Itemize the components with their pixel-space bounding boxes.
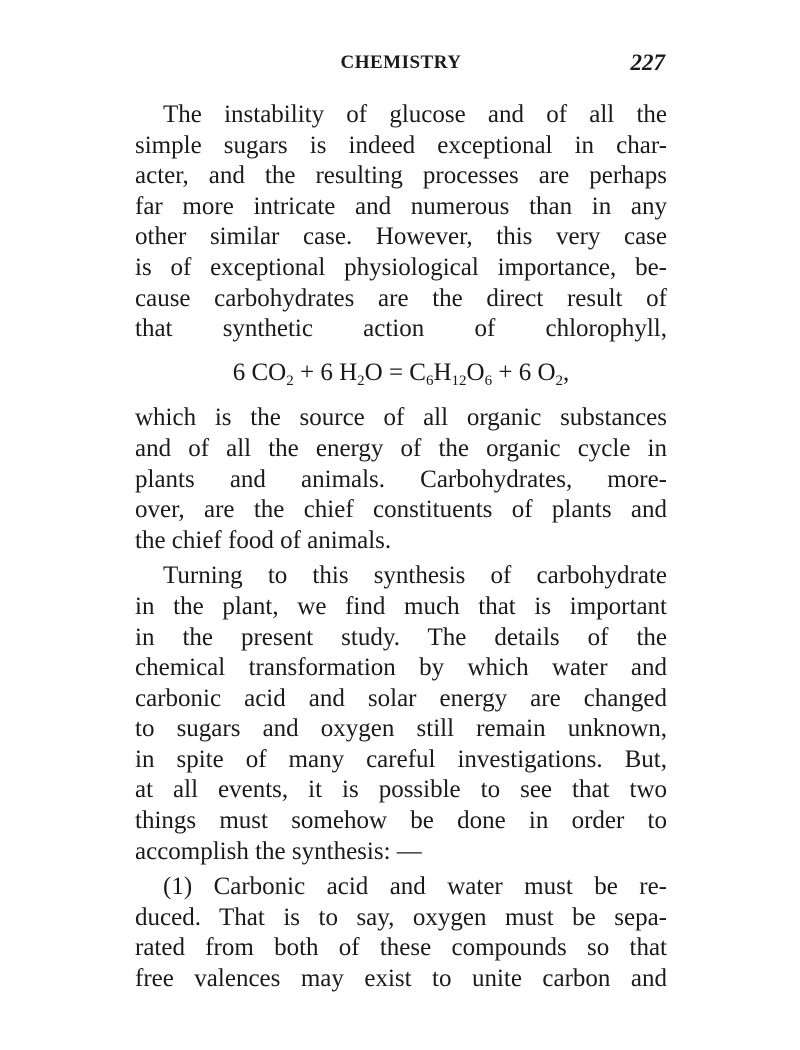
eq-part: , — [563, 358, 570, 386]
text-line: (1) Carbonic acid and water must be re- — [163, 873, 667, 901]
page-number: 227 — [630, 50, 665, 75]
eq-subscript: 2 — [357, 372, 365, 389]
text-line: acter, and the resulting processes are perhaps — [135, 162, 667, 190]
text-line: chemical transformation by which water and — [135, 654, 667, 682]
text-line: and of all the energy of the organic cycle in — [135, 434, 667, 462]
text-line: free valences may exist to unite carbon and — [135, 965, 667, 993]
text-line: the chief food of animals. — [135, 526, 392, 554]
paragraph-2 — [135, 561, 667, 867]
running-header — [135, 52, 667, 82]
text-line: at all events, it is possible to see that two — [135, 776, 667, 804]
text-line: other similar case. However, this very case — [135, 223, 667, 251]
text-line: is of exceptional physiological importance, be- — [135, 253, 667, 281]
eq-part: + 6 O — [492, 358, 556, 386]
text-line: in the present study. The details of the — [135, 623, 667, 651]
eq-part: 6 CO — [232, 358, 287, 386]
text-line: rated from both of these compounds so that — [135, 934, 667, 962]
paragraph-3 — [135, 872, 667, 994]
eq-subscript: 2 — [555, 372, 563, 389]
running-title: CHEMISTRY — [340, 52, 462, 73]
text-line: over, are the chief constituents of plants and — [135, 496, 667, 524]
eq-subscript: 6 — [425, 372, 434, 389]
body-text — [135, 100, 667, 995]
text-line: simple sugars is indeed exceptional in char- — [135, 131, 667, 159]
text-line: which is the source of all organic substances — [135, 404, 667, 432]
text-line: far more intricate and numerous than in any — [135, 192, 667, 220]
eq-part: O = C — [364, 358, 426, 386]
chemical-equation — [135, 358, 667, 389]
text-line: that synthetic action of chlorophyll, — [135, 315, 667, 343]
text-line: in spite of many careful investigations. But, — [135, 745, 667, 773]
eq-part: + 6 H — [293, 358, 358, 386]
eq-subscript: 2 — [286, 372, 294, 389]
eq-subscript: 6 — [484, 372, 493, 389]
text-line: things must somehow be done in order to — [135, 807, 667, 835]
text-line: The instability of glucose and of all the — [163, 101, 667, 128]
text-line: to sugars and oxygen still remain unknown, — [135, 715, 667, 743]
text-line: duced. That is to say, oxygen must be sepa- — [135, 903, 667, 931]
text-line: in the plant, we find much that is important — [135, 592, 667, 620]
text-line: cause carbohydrates are the direct result of — [135, 284, 667, 312]
eq-part: H — [433, 358, 452, 386]
text-line: Turning to this synthesis of carbohydrate — [163, 562, 667, 590]
paragraph-1-continued — [135, 403, 667, 556]
eq-part: O — [466, 358, 485, 386]
text-line: accomplish the synthesis: — — [135, 837, 422, 865]
eq-subscript: 12 — [451, 372, 467, 389]
paragraph-1 — [135, 100, 667, 345]
text-line: carbonic acid and solar energy are changed — [135, 684, 667, 712]
text-line: plants and animals. Carbohydrates, more- — [135, 465, 667, 493]
